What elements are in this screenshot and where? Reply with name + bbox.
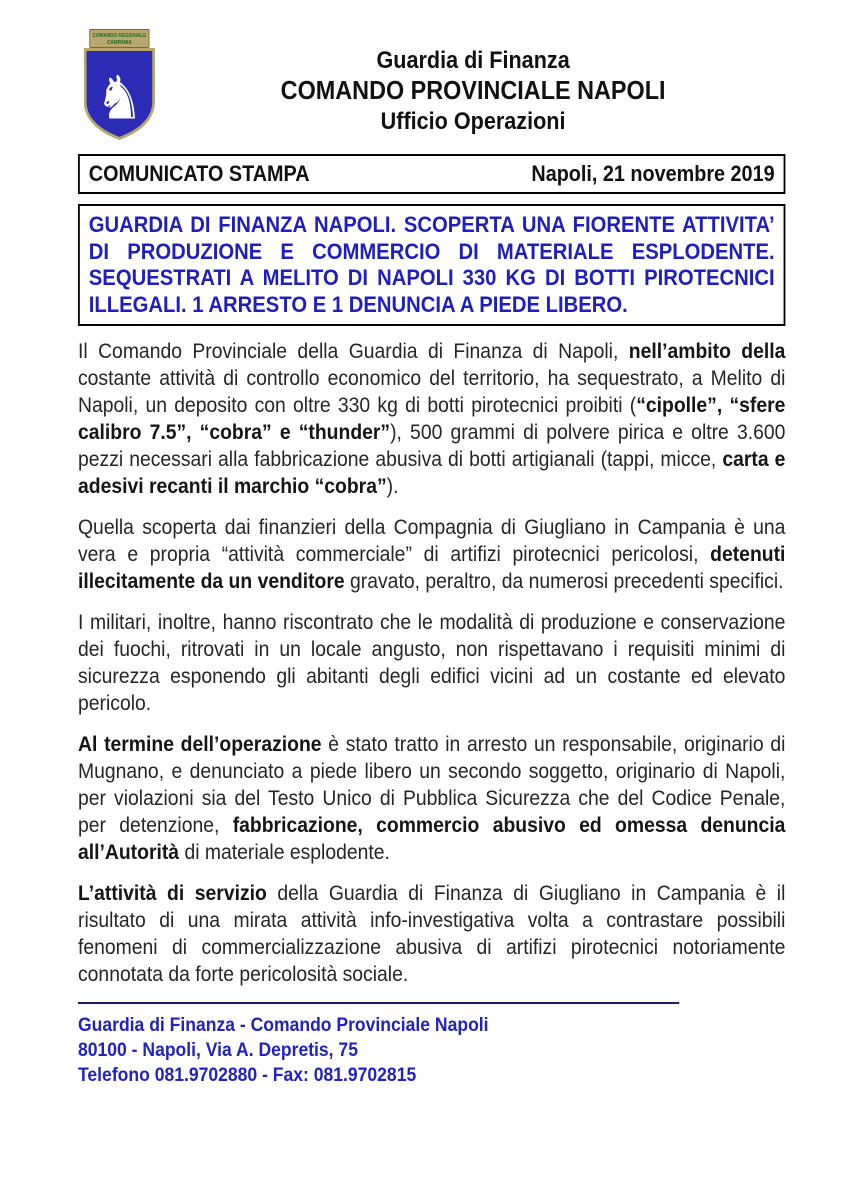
paragraph-segment: gravato, peraltro, da numerosi precedenti specifici. [344, 569, 784, 593]
document-header [78, 28, 785, 147]
footer-phone: Telefono 081.9702880 - Fax: 081.9702815 [78, 1064, 417, 1086]
paragraph-segment: è stato tratto in arresto un responsabile, originario di Mugnano, e denunciato a piede libero un secondo soggetto, originario di Napoli, per violazioni sia del Testo Unico di Pubblica Sicurezza che del Codice Penale, per detenzione, [78, 732, 786, 837]
dateline: Napoli, 21 novembre 2019 [531, 161, 775, 186]
paragraph-segment: Quella scoperta dai finanzieri della Compagnia di Giugliano in Campania è una vera e propria “attività commerciale” di artifizi pirotecnici pericolosi, [78, 515, 786, 566]
office-title: Ufficio Operazioni [380, 107, 566, 135]
paragraph [78, 338, 785, 500]
paragraph-segment: Il Comando Provinciale della Guardia di Finanza di Napoli, [78, 339, 629, 363]
footer-rule [78, 1002, 679, 1004]
paragraph-segment: costante attività di controllo economico del territorio, ha sequestrato, a Melito di Napoli, un deposito con oltre 330 kg di botti pirotecnici proibiti ( [78, 366, 786, 417]
paragraph-segment: ). [386, 474, 399, 498]
paragraph-bold-segment: L’attività di servizio [78, 881, 267, 905]
header-titles [161, 28, 786, 136]
crest-banner-text-line2: CAMPANIA [106, 40, 132, 47]
paragraph-bold-segment: fabbricazione, commercio abusivo ed omessa denuncia all’Autorità [78, 813, 786, 864]
footer-lines [78, 1013, 785, 1088]
rampant-horse-icon: ♞ [95, 64, 144, 133]
gdf-crest-logo [78, 28, 161, 147]
paragraph-segment: della Guardia di Finanza di Giugliano in Campania è il risultato di una mirata attività info-investigativa volta a contrastare possibili fenomeni di commercializzazione abusiva di artifizi pirotecnici notoriamente connotata da forte pericolosità sociale. [78, 881, 786, 986]
paragraph [78, 880, 785, 988]
document-content [78, 28, 785, 1088]
paragraph-segment: ), 500 grammi di polvere pirica e oltre 3.600 pezzi necessari alla fabbricazione abusiva di botti artigianali (tappi, micce, [78, 420, 786, 471]
paragraph [78, 609, 785, 717]
crest-shield-icon [78, 28, 161, 142]
footer-org: Guardia di Finanza - Comando Provinciale Napoli [78, 1014, 489, 1036]
headline-text: GUARDIA DI FINANZA NAPOLI. SCOPERTA UNA FIORENTE ATTIVITA’ DI PRODUZIONE E COMMERCIO DI MATERIALE ESPLODENTE. SEQUESTRATI A MELITO DI NAPOLI 330 KG DI BOTTI PIROTECNICI ILLEGALI. 1 ARRESTO E 1 DENUNCIA A PIEDE LIBERO. [88, 212, 775, 317]
org-title: Guardia di Finanza [376, 47, 570, 74]
footer-address: 80100 - Napoli, Via A. Depretis, 75 [78, 1039, 358, 1061]
press-release-label: COMUNICATO STAMPA [88, 161, 310, 186]
paragraph-bold-segment: “cipolle”, “sfere calibro 7.5”, “cobra” e “thunder” [78, 393, 786, 444]
paragraph-bold-segment: Al termine dell’operazione [78, 732, 322, 756]
document-footer [78, 1002, 785, 1088]
paragraph-bold-segment: detenuti illecitamente da un venditore [78, 542, 786, 593]
paragraph [78, 731, 785, 866]
paragraph-bold-segment: nell’ambito della [628, 339, 786, 363]
press-release-bar [78, 154, 785, 194]
paragraph-segment: I militari, inoltre, hanno riscontrato che le modalità di produzione e conservazione dei fuochi, ritrovati in un locale angusto, non rispettavano i requisiti minimi di sicurezza esponendo gli abitanti degli edifici vicini ad un costante ed elevato pericolo. [78, 610, 786, 715]
command-title: COMANDO PROVINCIALE NAPOLI [280, 75, 666, 106]
paragraph [78, 514, 785, 595]
crest-banner-text-line1: COMANDO REGIONALE [92, 33, 147, 40]
paragraph-segment: di materiale esplodente. [179, 840, 390, 864]
headline-box [78, 204, 785, 326]
body-paragraphs [78, 338, 785, 988]
paragraph-bold-segment: carta e adesivi recanti il marchio “cobra” [78, 447, 786, 498]
